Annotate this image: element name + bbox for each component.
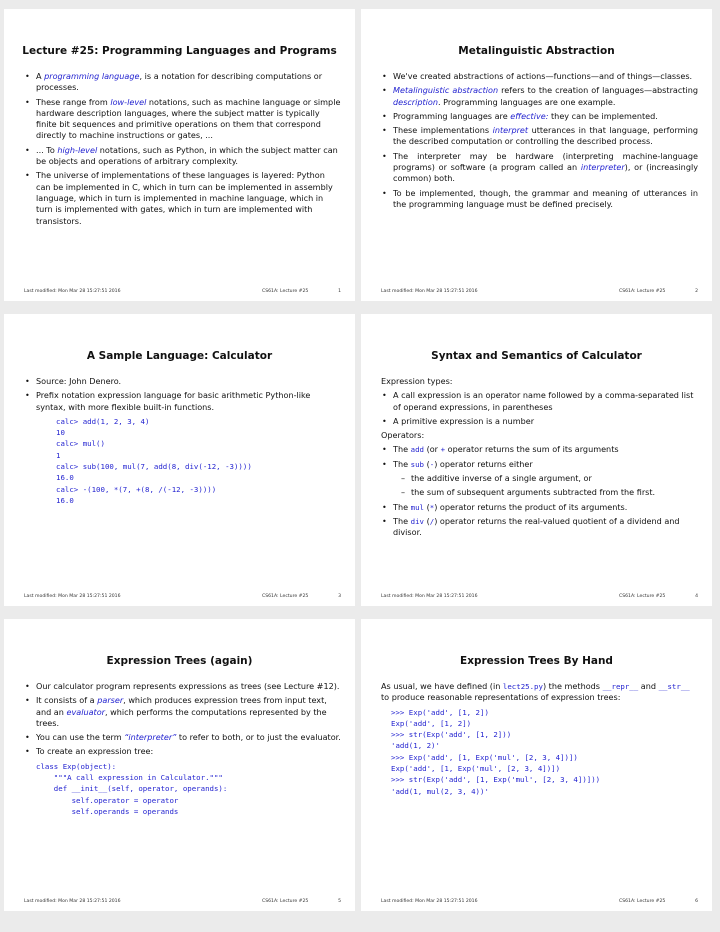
- footer-course: CS61A: Lecture #25: [619, 899, 666, 904]
- footer-modified: Last modified: Mon Mar 28 15:27:51 2016: [24, 594, 121, 599]
- slide-title: Expression Trees By Hand: [460, 655, 613, 667]
- slide-6: [361, 619, 712, 911]
- slide-content: [24, 681, 341, 821]
- bullet: • Source: John Denero.: [24, 376, 341, 387]
- slide-title: Expression Trees (again): [106, 655, 253, 667]
- bullet: • The interpreter may be hardware (interpreting machine-language programs) or software (a program called an interpreter), or (increasingly common) both.: [381, 151, 698, 185]
- slide-3: [4, 314, 355, 606]
- bullet: • The add (or + operator returns the sum of its arguments: [381, 444, 698, 455]
- footer-modified: Last modified: Mon Mar 28 15:27:51 2016: [24, 899, 121, 904]
- footer-course: CS61A: Lecture #25: [619, 594, 666, 599]
- sub-bullet: – the sum of subsequent arguments subtracted from the first.: [381, 487, 698, 498]
- footer-modified: Last modified: Mon Mar 28 15:27:51 2016: [24, 289, 121, 294]
- code-block: class Exp(object): """A call expression in Calculator.""" def __init__(self, operator, operands): self.operator = operator self.operands = operands: [36, 761, 228, 816]
- footer-page: 1: [338, 289, 341, 294]
- slide-title: Metalinguistic Abstraction: [458, 45, 615, 57]
- sub-bullet: – the additive inverse of a single argument, or: [381, 473, 698, 484]
- bullet: • The div (/) operator returns the real-valued quotient of a dividend and divisor.: [381, 516, 698, 539]
- footer-page: 5: [338, 899, 341, 904]
- bullet: • Our calculator program represents expressions as trees (see Lecture #12).: [24, 681, 341, 692]
- footer-course: CS61A: Lecture #25: [262, 594, 309, 599]
- bullet: • The mul (*) operator returns the product of its arguments.: [381, 502, 698, 513]
- slide-2: [361, 9, 712, 301]
- bullet: • These implementations interpret utterances in that language, performing the described computation or controlling the described process.: [381, 125, 698, 148]
- code-block: >>> Exp('add', [1, 2]) Exp('add', [1, 2]) >>> str(Exp('add', [1, 2])) 'add(1, 2)' >>> Exp('add', [1, Exp('mul', [2, 3, 4])]) Exp('add', [1, Exp('mul', [2, 3, 4])]) >>> str(Exp('add', [1, Exp('mul', [2, 3, 4])])) 'add(1, mul(2, 3, 4))': [391, 707, 601, 796]
- slide-title: Lecture #25: Programming Languages and Programs: [22, 45, 337, 57]
- footer-modified: Last modified: Mon Mar 28 15:27:51 2016: [381, 289, 478, 294]
- footer-page: 6: [695, 899, 698, 904]
- slide-content: [381, 71, 698, 213]
- slide-content: [381, 681, 698, 801]
- slide-5: [4, 619, 355, 911]
- slide-title: A Sample Language: Calculator: [86, 350, 273, 362]
- paragraph: As usual, we have defined (in lect25.py) the methods __repr__ and __str__ to produce reasonable representations of expression trees:: [381, 681, 690, 703]
- bullet: • We've created abstractions of actions—functions—and of things—classes.: [381, 71, 698, 82]
- footer-page: 3: [338, 594, 341, 599]
- footer-course: CS61A: Lecture #25: [619, 289, 666, 294]
- bullet: • A call expression is an operator name followed by a comma-separated list of operand expressions, in parentheses: [381, 390, 698, 413]
- bullet: • A primitive expression is a number: [381, 416, 698, 427]
- code-block: calc> add(1, 2, 3, 4) 10 calc> mul() 1 calc> sub(100, mul(7, add(8, div(-12, -3)))) 16.0 calc> -(100, *(7, +(8, /(-12, -3)))) 16.0: [56, 416, 252, 505]
- slide-content: [381, 376, 698, 542]
- bullet: • The universe of implementations of these languages is layered: Python can be implemented in C, which in turn can be implemented in assembly language, which in turn is implemented in machine language, which in turn is implemented with gates, which in turn are implemented with transistors.: [24, 170, 341, 226]
- section-heading: Operators:: [381, 430, 425, 441]
- footer-page: 2: [695, 289, 698, 294]
- slide-content: [24, 71, 341, 230]
- slide-1: [4, 9, 355, 301]
- footer-modified: Last modified: Mon Mar 28 15:27:51 2016: [381, 899, 478, 904]
- slide-title: Syntax and Semantics of Calculator: [431, 350, 642, 362]
- slide-4: [361, 314, 712, 606]
- section-heading: Expression types:: [381, 376, 453, 386]
- bullet: • Prefix notation expression language for basic arithmetic Python-like syntax, with more flexible built-in functions.: [24, 390, 341, 413]
- footer-modified: Last modified: Mon Mar 28 15:27:51 2016: [381, 594, 478, 599]
- bullet: • These range from low-level notations, such as machine language or simple hardware description languages, where the subject matter is typically finite bit sequences and primitive operations on them that correspond directly to machine instructions or gates, ...: [24, 97, 341, 142]
- bullet: • Programming languages are effective: they can be implemented.: [381, 111, 698, 122]
- bullet: • To create an expression tree:: [24, 746, 341, 757]
- bullet: • It consists of a parser, which produces expression trees from input text, and an evaluator, which performs the computations represented by the trees.: [24, 695, 341, 729]
- bullet: • To be implemented, though, the grammar and meaning of utterances in the programming language must be defined precisely.: [381, 188, 698, 211]
- slide-content: [24, 376, 341, 510]
- footer-course: CS61A: Lecture #25: [262, 899, 309, 904]
- footer-course: CS61A: Lecture #25: [262, 289, 309, 294]
- bullet: • Metalinguistic abstraction refers to the creation of languages—abstracting description. Programming languages are one example.: [381, 85, 698, 108]
- bullet: • The sub (-) operator returns either: [381, 459, 698, 470]
- bullet: • A programming language, is a notation for describing computations or processes.: [24, 71, 341, 94]
- footer-page: 4: [695, 594, 698, 599]
- bullet: • ... To high-level notations, such as Python, in which the subject matter can be objects and operations of arbitrary complexity.: [24, 145, 341, 168]
- bullet: • You can use the term “interpreter” to refer to both, or to just the evaluator.: [24, 732, 341, 743]
